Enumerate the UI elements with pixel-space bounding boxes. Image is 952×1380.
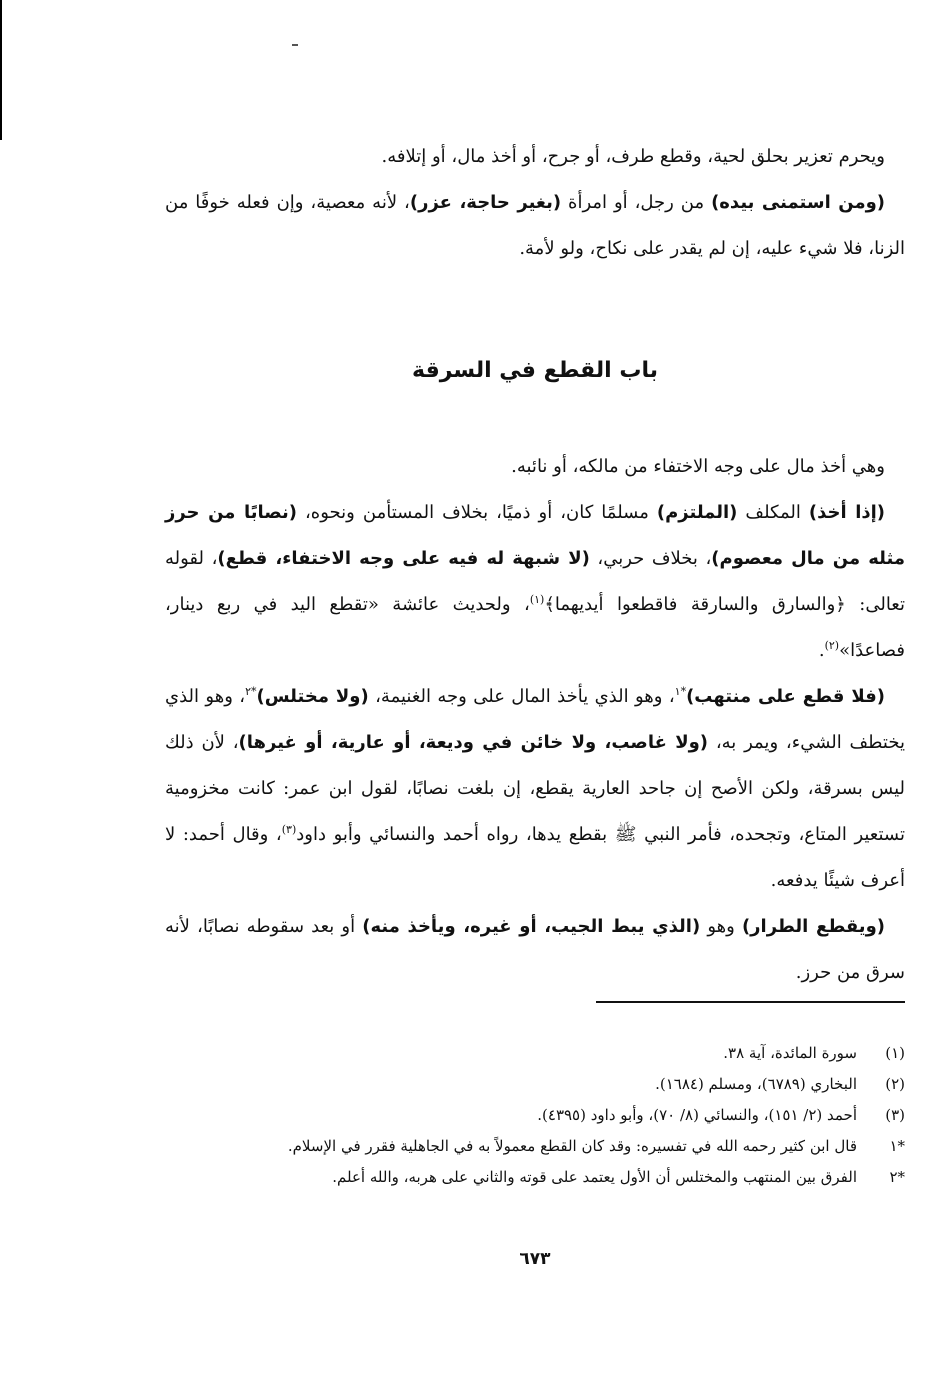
text-run: المكلف [737,502,809,523]
bold-phrase: (بغير حاجة، عزر) [409,192,562,213]
bold-phrase: (ويقطع الطرار) [741,916,885,937]
footnote-mark: (٣) [885,1106,905,1124]
text-run: من رجل، أو امرأة [561,192,712,213]
paragraph-tarrar [165,904,905,996]
footnote-item [165,1131,905,1162]
text-run: ، لأنه معصية، وإن فعله خوفًا من الزنا، فلا شيء عليه، إن لم يقدر على نكاح، ولو لأمة. [165,192,905,259]
bold-phrase: (ومن استمنى بيده) [711,192,886,213]
footnote-item [165,1100,905,1131]
text-run: ، وهو الذي يختطف الشيء، ويمر به، [165,686,905,753]
text-run: وهو [700,916,742,937]
footnote-ref-1: (١) [529,593,545,606]
page-number: ٦٧٣ [519,1249,551,1269]
top-section [165,134,905,272]
paragraph-conditions [165,490,905,674]
bold-phrase: (ولا غاصب، ولا خائن في وديعة، أو عارية، أو غيرها) [238,732,709,753]
text-run: ، بخلاف حربي، [589,548,712,569]
bold-phrase: (نصابًا من حرز مثله من مال معصوم) [165,502,905,569]
footnote-mark: *١ [889,1137,905,1155]
chapter-title: باب القطع في السرقة [412,358,658,383]
scan-speck [292,44,298,46]
text-run: ، لقوله تعالى: ﴿والسارق والسارقة فاقطعوا أيديهما﴾ [165,548,906,615]
bold-phrase: (لا شبهة له فيه على وجه الاختفاء، قطع) [217,548,590,569]
text-run: مسلمًا كان، أو ذميًا، بخلاف المستأمن ونحوه، [296,502,657,523]
footnote-text: سورة المائدة، آية ٣٨. [723,1044,857,1062]
note-ref-star-2: *٢ [245,685,257,698]
bold-phrase: (الذي يبط الجيب، أو غيره، ويأخذ منه) [362,916,701,937]
main-body [165,444,905,996]
text-run: ، وهو الذي يأخذ المال على وجه الغنيمة، [368,686,675,707]
footnote-item [165,1069,905,1100]
footnote-separator [596,1001,905,1003]
bold-phrase: (فلا قطع على منتهب) [686,686,885,707]
note-ref-star-1: *١ [674,685,687,698]
footnote-mark: (٢) [885,1075,905,1093]
paragraph-tazir [165,134,905,180]
bold-phrase: (الملتزم) [656,502,738,523]
text-run: . [818,640,825,661]
scan-edge-line [0,0,2,140]
paragraph-exceptions [165,674,905,904]
text-run: أو بعد سقوطه نصابًا، لأنه سرق من حرز. [165,916,905,983]
paragraph-istimna [165,180,905,272]
bold-phrase: (ولا مختلس) [256,686,369,707]
text-run: ، وقال أحمد: لا أعرف شيئًا يدفعه. [165,824,905,891]
footnote-text: أحمد (٢/ ١٥١)، والنسائي (٨/ ٧٠)، وأبو داود (٤٣٩٥). [537,1106,857,1124]
paragraph-definition [165,444,905,490]
footnote-mark: (١) [885,1044,905,1062]
footnotes [165,1038,905,1193]
text-run: ، ولحديث عائشة «تقطع اليد في ربع دينار، فصاعدًا» [165,594,905,661]
footnote-text: الفرق بين المنتهب والمختلس أن الأول يعتمد على قوته والثاني على هربه، والله أعلم. [332,1168,857,1186]
footnote-ref-2: (٢) [824,639,840,652]
text-tazir: ويحرم تعزير بحلق لحية، وقطع طرف، أو جرح، أو أخذ مال، أو إتلافه. [381,146,885,167]
footnote-text: البخاري (٦٧٨٩)، ومسلم (١٦٨٤). [655,1075,857,1093]
footnote-item [165,1162,905,1193]
footnote-ref-3: (٣) [281,823,297,836]
footnote-item [165,1038,905,1069]
text-definition: وهي أخذ مال على وجه الاختفاء من مالكه، أو نائبه. [511,456,885,477]
text-run: ، لأن ذلك ليس بسرقة، ولكن الأصح إن جاحد العارية يقطع، إن بلغت نصابًا، لقول ابن عمر: كانت مخزومية تستعير المتاع، وتجحده، فأمر النبي ﷺ بقطع يدها، رواه أحمد والنسائي وأبو داود [165,732,905,845]
bold-phrase: (إذا أخذ) [808,502,886,523]
footnote-text: قال ابن كثير رحمه الله في تفسيره: وقد كان القطع معمولاً به في الجاهلية فقرر في الإسلام. [287,1137,857,1155]
footnote-mark: *٢ [889,1168,905,1186]
